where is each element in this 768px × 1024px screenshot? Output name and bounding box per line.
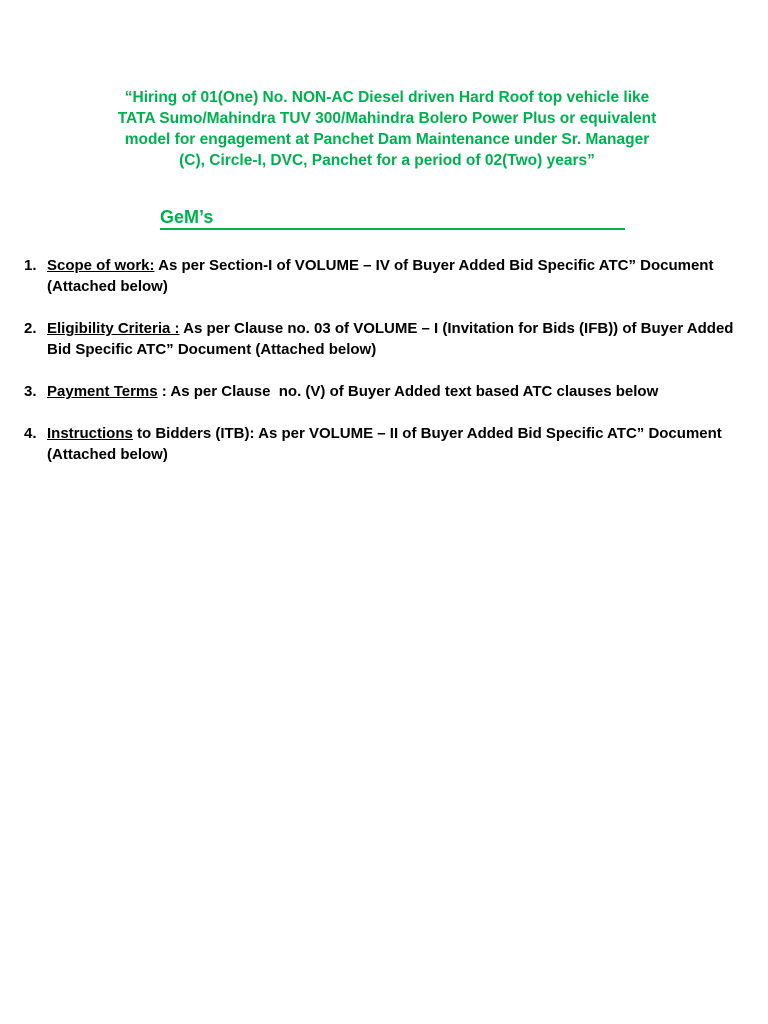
item-text: to Bidders (ITB): As per VOLUME – II of Buyer Added Bid Specific ATC” Document (Attached below): [47, 425, 726, 463]
item-number: 3.: [24, 383, 37, 400]
item-number: 1.: [24, 257, 37, 274]
item-number: 2.: [24, 320, 37, 337]
gems-heading: GeM’s: [160, 206, 625, 230]
list-item-instructions: [24, 423, 746, 465]
item-text: As per Clause no. 03 of VOLUME – I (Invitation for Bids (IFB)) of Buyer Added Bid Specific ATC” Document (Attached below): [47, 320, 738, 358]
title-line: (C), Circle-I, DVC, Panchet for a period of 02(Two) years”: [179, 152, 595, 169]
list-item-scope-of-work: [24, 255, 746, 297]
item-number: 4.: [24, 425, 37, 442]
title-line: “Hiring of 01(One) No. NON-AC Diesel driven Hard Roof top vehicle like: [124, 89, 650, 106]
document-title: [70, 87, 704, 171]
item-text: As per Section-I of VOLUME – IV of Buyer Added Bid Specific ATC” Document (Attached below): [47, 257, 718, 295]
item-label: Instructions: [47, 425, 133, 442]
list-item-payment-terms: [24, 381, 746, 402]
list-item-eligibility-criteria: [24, 318, 746, 360]
title-line: TATA Sumo/Mahindra TUV 300/Mahindra Bolero Power Plus or equivalent: [117, 110, 657, 127]
title-line: model for engagement at Panchet Dam Maintenance under Sr. Manager: [124, 131, 650, 148]
item-text: : As per Clause no. (V) of Buyer Added text based ATC clauses below: [157, 383, 659, 400]
item-label: Scope of work:: [47, 257, 155, 274]
item-label: Eligibility Criteria :: [47, 320, 180, 337]
item-label: Payment Terms: [47, 383, 158, 400]
requirements-list: [24, 255, 746, 486]
